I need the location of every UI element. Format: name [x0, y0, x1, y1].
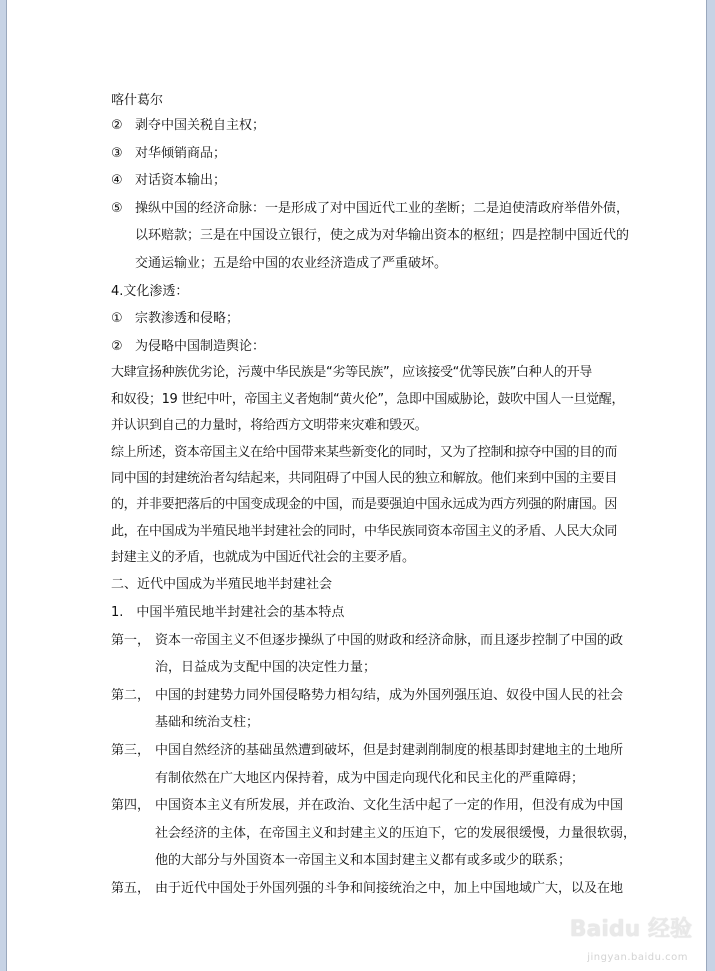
paragraph-line: 封建主义的矛盾，也就成为中国近代社会的主要矛盾。	[111, 550, 415, 566]
list-item	[111, 112, 631, 140]
list-item-continuation: 以环赔款；三是在中国设立银行，使之成为对华输出资本的枢纽；四是控制中国近代的	[135, 228, 630, 244]
paragraph-line: 和奴役；19 世纪中叶，帝国主义者炮制“黄火伦”，急即中国威胁论，鼓吹中国人一旦觉醒，	[111, 391, 625, 407]
feature-label: 第二，	[111, 687, 151, 703]
list-text: 为侵略中国制造舆论：	[135, 338, 266, 354]
section-heading: 4.文化渗透：	[111, 283, 189, 299]
list-text: 操纵中国的经济命脉：一是形成了对中国近代工业的垄断；二是迫使清政府举借外债，	[135, 200, 630, 216]
list-number: ④	[111, 173, 123, 189]
paragraph-line: 综上所述，资本帝国主义在给中国带来某些新变化的同时，又为了控制和掠夺中国的目的而	[111, 444, 618, 460]
feature-item	[111, 792, 631, 820]
feature-continuation: 他的大部分与外国资本一帝国主义和本国封建主义都有或多或少的联系；	[155, 853, 572, 869]
section-heading: 二、近代中国成为半殖民地半封建社会	[111, 577, 333, 593]
paragraph-line: 大肆宣扬种族优劣论，污蔑中华民族是“劣等民族”，应该接受“优等民族”白种人的开导	[111, 365, 592, 381]
paragraph-line: 同中国的封建统治者勾结起来，共同阻碍了中国人民的独立和解放。他们来到中国的主要目	[111, 470, 618, 486]
list-item	[111, 195, 631, 223]
list-number: ②	[111, 118, 123, 133]
feature-item	[111, 737, 631, 765]
feature-label: 第四，	[111, 798, 151, 814]
list-number: ②	[111, 338, 123, 354]
paragraph-line: 并认识到自己的力量时，将给西方文明带来灾难和毁灭。	[111, 418, 428, 434]
document-page	[7, 0, 706, 971]
subsection-heading: 1. 中国半殖民地半封建社会的基本特点	[111, 605, 345, 621]
feature-text: 中国自然经济的基础虽然遭到破坏，但是封建剥削制度的根基即封建地主的土地所	[155, 743, 624, 759]
paragraph-line: 的，并非要把落后的中国变成现金的中国，而是要强迫中国永远成为西方列强的附庸国。因	[111, 497, 618, 513]
list-text: 对话资本输出；	[135, 173, 227, 189]
list-number: ③	[111, 145, 123, 161]
list-number: ①	[111, 311, 123, 327]
feature-continuation: 有制依然在广大地区内保持着，成为中国走向现代化和民主化的严重障碍；	[155, 770, 585, 786]
list-text: 剥夺中国关税自主权；	[135, 118, 266, 133]
feature-text: 资本一帝国主义不但逐步操纵了中国的财政和经济命脉，而且逐步控制了中国的政	[155, 632, 624, 648]
document-body	[111, 90, 637, 903]
feature-text: 由于近代中国处于外国列强的斗争和间接统治之中，加上中国地域广大，以及在地	[155, 881, 624, 896]
feature-continuation: 治，日益成为支配中国的决定性力量；	[155, 660, 377, 676]
watermark-logo: Baidu 经验	[569, 917, 692, 942]
list-text: 宗教渗透和侵略；	[135, 311, 240, 327]
paragraph-line: 此，在中国成为半殖民地半封建社会的同时，中华民族同资本帝国主义的矛盾、人民大众同	[111, 523, 618, 539]
feature-item	[111, 875, 631, 903]
text-line: 喀什葛尔	[111, 93, 164, 108]
feature-label: 第三，	[111, 743, 151, 759]
list-item-continuation: 交通运输业；五是给中国的农业经济造成了严重破坏。	[135, 255, 448, 271]
feature-item	[111, 627, 631, 655]
watermark-url: jingyan.baidu.com	[587, 952, 688, 963]
feature-label: 第五，	[111, 881, 151, 896]
feature-item	[111, 682, 631, 710]
list-number: ⑤	[111, 200, 123, 216]
list-item	[111, 167, 631, 195]
feature-label: 第一，	[111, 632, 151, 648]
list-item	[111, 140, 631, 168]
feature-continuation: 社会经济的主体，在帝国主义和封建主义的压迫下，它的发展很缓慢，力量很软弱，	[155, 825, 637, 841]
list-item	[111, 305, 631, 333]
list-text: 对华倾销商品；	[135, 145, 227, 161]
list-item	[111, 333, 631, 361]
feature-text: 中国的封建势力同外国侵略势力相勾结，成为外国列强压迫、奴役中国人民的社会	[155, 687, 624, 703]
feature-text: 中国资本主义有所发展，并在政治、文化生活中起了一定的作用，但没有成为中国	[155, 798, 624, 814]
feature-continuation: 基础和统治支柱；	[155, 715, 260, 731]
